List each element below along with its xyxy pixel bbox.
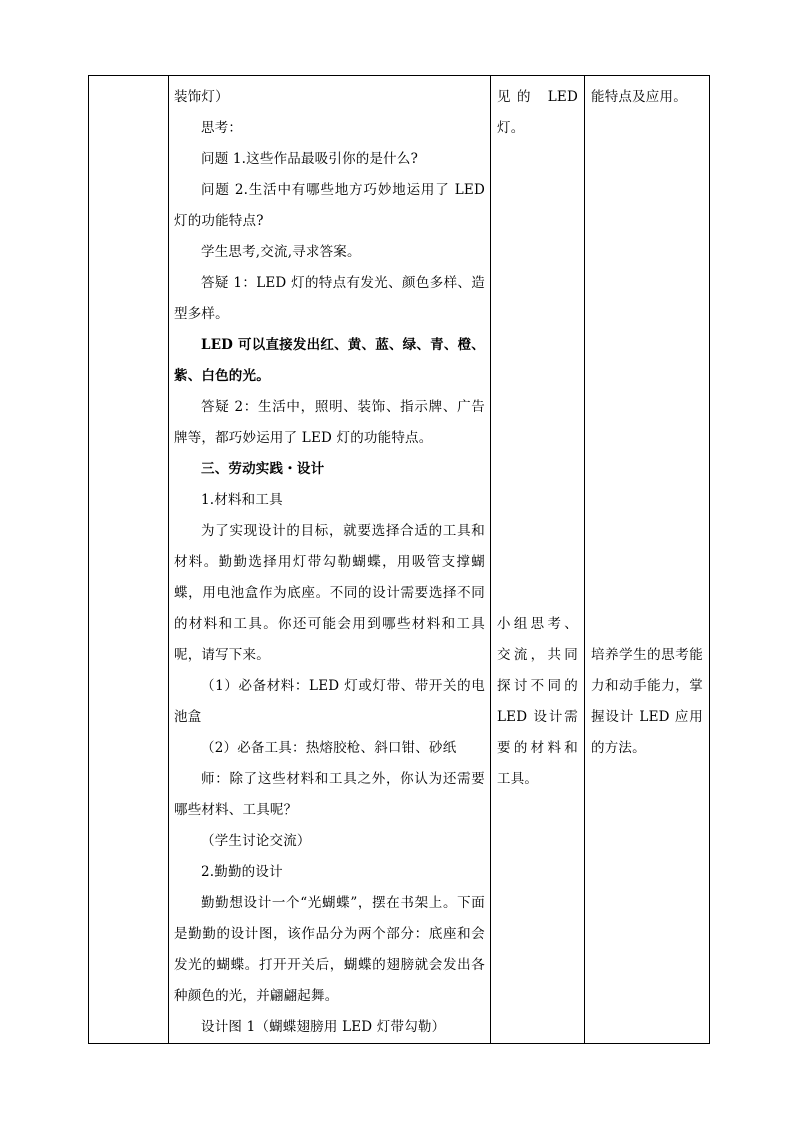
- paragraph-materials-intro: 为了实现设计的目标，就要选择合适的工具和材料。勤勤选择用灯带勾勒蝴蝶，用吸管支撑蝴蝶，用电池盒作为底座。不同的设计需要选择不同的材料和工具。你还可能会用到哪些材料和工具呢，请写下来。: [174, 523, 485, 663]
- paragraph-think-heading: 思考：: [201, 120, 243, 136]
- design-intent-cell: [585, 76, 710, 1044]
- student-activity-group: 小组思考、交流，共同探讨不同的 LED 设计需要的材料和工具。: [497, 616, 578, 787]
- paragraph-question-2: 问题 2.生活中有哪些地方巧妙地运用了 LED 灯的功能特点?: [174, 182, 485, 229]
- paragraph-required-materials: （1）必备材料：LED 灯或灯带、带开关的电池盒: [174, 678, 485, 725]
- paragraph-decorative-light: 装饰灯）: [174, 89, 229, 105]
- subheading-design: 2.勤勤的设计: [201, 864, 283, 880]
- subheading-materials-tools: 1.材料和工具: [201, 492, 283, 508]
- paragraph-student-discussion: 学生思考,交流,寻求答案。: [201, 244, 361, 260]
- paragraph-required-tools: （2）必备工具：热熔胶枪、斜口钳、砂纸: [201, 740, 457, 756]
- design-intent-top: 能特点及应用。: [591, 89, 687, 105]
- paragraph-answer-2: 答疑 2：生活中，照明、装饰、指示牌、广告牌等，都巧妙运用了 LED 灯的功能特点。: [174, 399, 485, 446]
- paragraph-teacher-question: 师：除了这些材料和工具之外，你认为还需要哪些材料、工具呢？: [174, 771, 485, 818]
- paragraph-light-butterfly: 勤勤想设计一个“光蝴蝶”，摆在书架上。下面是勤勤的设计图，该作品分为两个部分：底座和会发光的蝴蝶。打开开关后，蝴蝶的翅膀就会发出各种颜色的光，并翩翩起舞。: [174, 895, 485, 1004]
- lesson-plan-table: [88, 75, 710, 1044]
- table-row: [89, 76, 710, 1044]
- section-heading-practice-design: 三、劳动实践・设计: [201, 461, 325, 477]
- design-intent-goal: 培养学生的思考能力和动手能力，掌握设计 LED 应用的方法。: [591, 647, 703, 756]
- student-activity-top: 见的 LED 灯。: [497, 89, 578, 136]
- paragraph-led-colors: LED 可以直接发出红、黄、蓝、绿、青、橙、紫、白色的光。: [174, 337, 485, 384]
- paragraph-answer-1: 答疑 1：LED 灯的特点有发光、颜色多样、造型多样。: [174, 275, 485, 322]
- paragraph-design-figure-1: 设计图 1（蝴蝶翅膀用 LED 灯带勾勒）: [201, 1019, 446, 1035]
- teaching-process-cell: [169, 76, 491, 1044]
- paragraph-student-exchange: （学生讨论交流）: [201, 833, 311, 849]
- paragraph-question-1: 问题 1.这些作品最吸引你的是什么?: [201, 151, 419, 167]
- student-activity-cell: [491, 76, 585, 1044]
- stage-column-cell: [89, 76, 169, 1044]
